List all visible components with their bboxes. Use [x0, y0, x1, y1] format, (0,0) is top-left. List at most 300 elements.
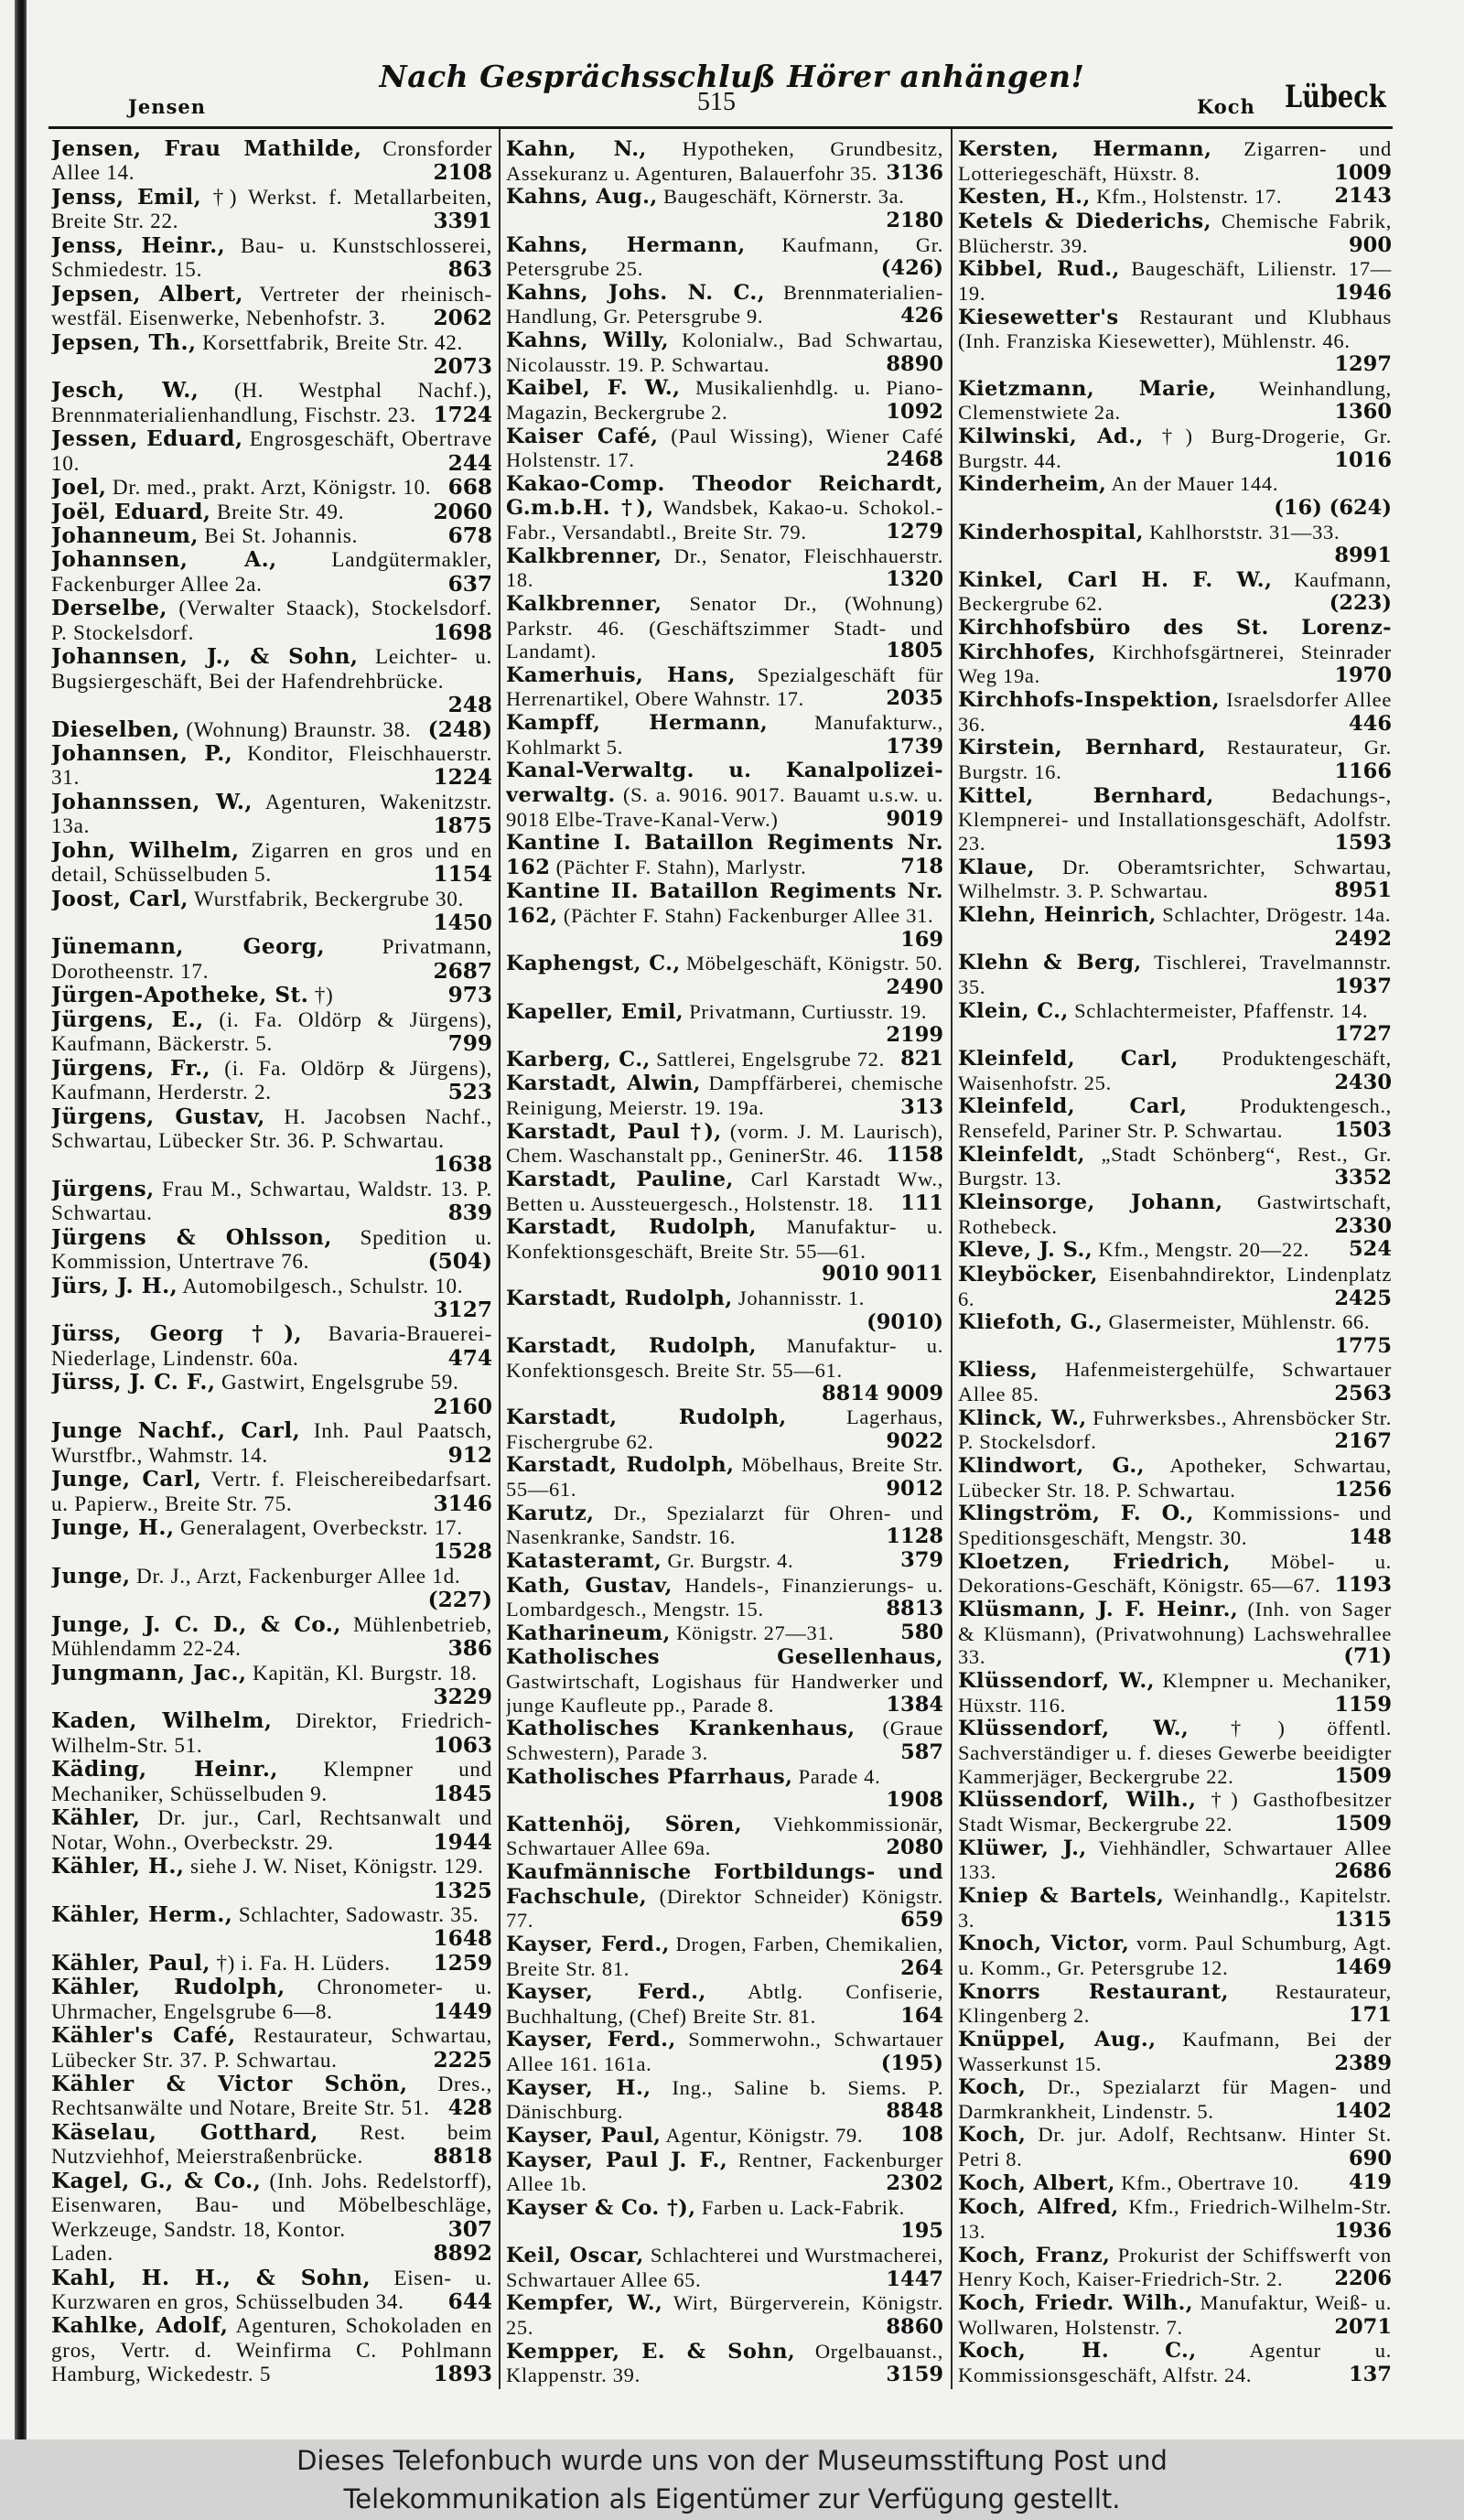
listing-entry [506, 1120, 943, 1168]
listing-entry [51, 1662, 492, 1710]
phone-number: 1970 [1334, 663, 1392, 688]
phone-number: (71) [1343, 1644, 1392, 1669]
phone-number: 644 [447, 2288, 492, 2314]
phone-number: 1937 [1334, 974, 1392, 998]
listing-name: Klüsmann, J. F. Heinr., [958, 1598, 1239, 1622]
listing-name: Kaiser Café, [506, 424, 659, 448]
listing-details: Dr. J., Arzt, Fackenburger Allee 1d. [136, 1564, 461, 1588]
listing-details: Kahlhorststr. 31—33. [1149, 520, 1340, 544]
listing-entry [506, 2196, 943, 2244]
listing-details: Abtlg. Confiserie, Buchhaltung, (Chef) Breite Str. 81. [506, 1980, 943, 2028]
phone-number: 1315 [1334, 1907, 1392, 1932]
phone-number: 195 [900, 2219, 943, 2244]
phone-number: 446 [1349, 711, 1392, 736]
listing-name: Koch, Friedr. Wilh., [958, 2291, 1194, 2316]
header-first-keyword: Jensen [128, 95, 207, 118]
listing-name: Kähler, [51, 1805, 141, 1831]
listing-details: Produktengeschäft, Waisenhofstr. 25. [958, 1046, 1392, 1094]
listing-name: Kayser, Ferd., [506, 1980, 706, 2005]
listing-details: Wandsbek, Kakao-u. Schokol.-Fabr., Versandabtl., Breite Str. 79. [506, 496, 943, 544]
listing-entry [51, 597, 492, 645]
listing-details: Klempner u. Mechaniker, Hüxstr. 116. [958, 1669, 1392, 1717]
listing-details: (Direktor Schneider) Königstr. 77. [506, 1884, 943, 1933]
phone-number: 1936 [1334, 2219, 1392, 2244]
listing-details: Kirchhofsgärtnerei, Steinrader Weg 19a. [958, 640, 1392, 688]
listing-name: Kleinsorge, Johann, [958, 1190, 1223, 1214]
listing-name: Kanal-Verwaltg. u. Kanalpolizei-verwaltg. [506, 759, 943, 807]
listing-entry [506, 1980, 943, 2028]
phone-number: 313 [900, 1095, 943, 1119]
listing-details: Inh. Paul Paatsch, Wurstfbr., Wahmstr. 14. [51, 1419, 492, 1468]
listing-details: Musikalienhdlg. u. Piano-Magazin, Beckergrube 2. [506, 376, 943, 424]
listing-entry [51, 2073, 492, 2121]
phone-number: 2425 [1334, 1286, 1392, 1310]
listing-entry [958, 137, 1392, 185]
listing-entry [958, 306, 1392, 377]
listing-name: Kloetzen, Friedrich, [958, 1549, 1231, 1574]
phone-number: 1805 [886, 639, 943, 663]
phone-number: 1325 [433, 1878, 492, 1903]
phone-number: 1509 [1334, 1811, 1392, 1836]
listing-details: Spezialgeschäft für Herrenartikel, Obere Wahnstr. 17. [506, 662, 943, 711]
listing-name: Katholisches Krankenhaus, [506, 1717, 856, 1741]
listing-details: Dampffärberei, chemische Reinigung, Meierstr. 19. 19a. [506, 1072, 943, 1119]
listing-entry [51, 984, 492, 1007]
listing-name: Karstadt, Paul †), [506, 1119, 722, 1144]
phone-number: 137 [1349, 2363, 1392, 2386]
phone-number: 2062 [433, 306, 492, 331]
listing-entry [506, 592, 943, 663]
phone-number: 8818 [433, 2144, 492, 2170]
phone-number: 8951 [1334, 878, 1392, 903]
phone-number: 1946 [1334, 280, 1392, 305]
header-last-keyword: Koch [1197, 95, 1255, 118]
listing-name: Jürgens, Gustav, [51, 1104, 265, 1129]
listing-name: Kayser & Co. †), [506, 2195, 696, 2220]
listing-name: Karstadt, Alwin, [506, 1072, 701, 1096]
phone-number: 1503 [1334, 1117, 1392, 1142]
phone-number: 1724 [433, 402, 492, 427]
phone-number: 1297 [1334, 351, 1392, 376]
listing-entry [506, 663, 943, 711]
phone-number: 799 [447, 1031, 492, 1057]
listing-name: Kleinfeld, Carl, [958, 1046, 1179, 1071]
phone-number: 1158 [886, 1143, 943, 1168]
listing-name: Kahns, Aug., [506, 185, 658, 210]
listing-entry [506, 328, 943, 376]
phone-number: (227) [427, 1588, 492, 1613]
listing-entry [506, 1334, 943, 1405]
phone-number: 3136 [886, 160, 943, 185]
phone-number: 2330 [1334, 1213, 1392, 1238]
listing-details: Automobilgesch., Schulstr. 10. [182, 1274, 464, 1298]
listing-details: Carl Karstadt Ww., Betten u. Aussteuergesch., Holstenstr. 18. [506, 1167, 943, 1215]
listing-details: Dr., Senator, Fleischhauerstr. 18. [506, 544, 943, 592]
listing-name: Kayser, Paul J. F., [506, 2148, 728, 2172]
phone-number: 1154 [433, 862, 492, 888]
phone-number: 2563 [1334, 1382, 1392, 1406]
listing-name: Koch, Albert, [958, 2170, 1115, 2195]
phone-number: (504) [427, 1249, 492, 1275]
listing-name: Karstadt, Rudolph, [506, 1334, 757, 1359]
phone-number: 3159 [886, 2363, 943, 2386]
listing-details: Bei St. Johannis. [204, 524, 359, 548]
listing-entry [958, 1047, 1392, 1094]
phone-number: 1698 [433, 619, 492, 645]
listing-name: Johannsen, P., [51, 740, 233, 766]
listing-name: Kalkbrenner, [506, 544, 662, 568]
phone-number: 1944 [433, 1829, 492, 1855]
listing-details: Konditor, Fleischhauerstr. 31. [51, 741, 492, 791]
phone-number: 2686 [1334, 1859, 1392, 1884]
listing-name: Kähler, H., [51, 1854, 185, 1879]
listing-details: Landgütermakler, Fackenburger Allee 2a. [51, 548, 492, 597]
listing-entry [51, 1419, 492, 1468]
listing-name: Klehn, Heinrich, [958, 903, 1157, 927]
listing-details: Schlachtermeister, Pfaffenstr. 14. [1074, 998, 1369, 1022]
listing-name: Jürgens, E., [51, 1007, 204, 1032]
phone-number: 1449 [433, 1998, 492, 2024]
listing-entry [51, 791, 492, 839]
listing-entry [51, 2024, 492, 2073]
listing-entry [51, 2170, 492, 2242]
listing-details: „Stadt Schönberg“, Rest., Gr. Burgstr. 13. [958, 1142, 1392, 1190]
listing-name: Johanneum, [51, 523, 199, 548]
listing-details: Dr. jur., Carl, Rechtsanwalt und Notar, Wohn., Overbeckstr. 29. [51, 1806, 492, 1855]
phone-number: (426) [880, 256, 943, 281]
listing-entry [506, 711, 943, 759]
listing-name: Kinkel, Carl H. F. W., [958, 567, 1273, 592]
phone-number: 2080 [886, 1836, 943, 1860]
phone-number: 3352 [1334, 1166, 1392, 1190]
listing-name: Karberg, C., [506, 1047, 651, 1072]
listing-name: Käselau, Gotthard, [51, 2119, 318, 2145]
phone-number: 264 [900, 1955, 943, 1980]
listing-details: vorm. Paul Schumburg, Agt. u. Komm., Gr. Petersgrube 12. [958, 1932, 1392, 1979]
phone-number: 1845 [433, 1781, 492, 1806]
listing-entry [958, 1598, 1392, 1669]
phone-number: 587 [900, 1739, 943, 1764]
listing-entry [506, 281, 943, 328]
listing-column-3 [958, 137, 1392, 2386]
listing-details: Dr. jur. Adolf, Rechtsanw. Hinter St. Petri 8. [958, 2123, 1392, 2171]
listing-entry [506, 2244, 943, 2291]
listing-details: Dres., Rechtsanwälte und Notare, Breite Str. 51. [51, 2073, 492, 2121]
listing-name: Katholisches Gesellenhaus, [506, 1645, 943, 1670]
listing-details: Restaurateur, Schwartau, Lübecker Str. 37. P. Schwartau. [51, 2024, 492, 2073]
listing-entry [958, 736, 1392, 783]
listing-name: Katharineum, [506, 1621, 671, 1645]
phone-number: 1450 [433, 910, 492, 935]
listing-details: Dr., Spezialarzt für Magen- und Darmkrankheit, Lindenstr. 5. [958, 2075, 1392, 2123]
phone-number: 1727 [1334, 1022, 1392, 1047]
listing-details: Zigarren- und Lotteriegeschäft, Hüxstr. 8. [958, 137, 1392, 185]
listing-entry [958, 784, 1392, 856]
listing-details: †) [314, 984, 334, 1008]
listing-entry [958, 1502, 1392, 1549]
phone-number: 973 [447, 983, 492, 1008]
listing-details: Chemische Fabrik, Blücherstr. 39. [958, 209, 1392, 257]
listing-entry [958, 210, 1392, 257]
listing-entry [506, 1453, 943, 1501]
listing-name: Jürgen-Apotheke, St. [51, 983, 309, 1008]
listing-name: Katholisches Pfarrhaus, [506, 1764, 793, 1789]
listing-entry [958, 1932, 1392, 1979]
phone-number: 2492 [1334, 926, 1392, 951]
phone-number: 1528 [433, 1539, 492, 1565]
listing-entry [51, 427, 492, 476]
listing-details: Frau M., Schwartau, Waldstr. 13. P. Schwartau. [51, 1177, 492, 1226]
listing-name: Jürgens, [51, 1176, 155, 1201]
listing-entry [506, 879, 943, 952]
listing-details: Orgelbauanst., Klappenstr. 39. [506, 2339, 943, 2386]
listing-entry [51, 2242, 492, 2266]
phone-number: 3127 [433, 1298, 492, 1322]
listing-entry [51, 1709, 492, 1758]
listing-entry [51, 2314, 492, 2386]
listing-name: Kleve, J. S., [958, 1238, 1093, 1263]
listing-entry [958, 1263, 1392, 1310]
phone-number: 2430 [1334, 1070, 1392, 1094]
phone-number: 2199 [886, 1023, 943, 1048]
listing-name: Kiesewetter's [958, 305, 1119, 329]
listing-entry [506, 1072, 943, 1119]
listing-entry [958, 2028, 1392, 2075]
listing-entry [958, 425, 1392, 472]
listing-details: Engrosgeschäft, Obertrave 10. [51, 427, 492, 476]
phone-number: 2225 [433, 2047, 492, 2073]
listing-entry [506, 2076, 943, 2124]
page-number: 515 [697, 88, 736, 116]
listing-name: Kantine I. Bataillon Regiments Nr. 162 [506, 831, 943, 879]
listing-name: Jessen, Eduard, [51, 426, 243, 452]
listing-details: Restaurateur, Gr. Burgstr. 16. [958, 736, 1392, 784]
listing-name: Kleinfeld, Carl, [958, 1094, 1188, 1119]
listing-name: Joël, Eduard, [51, 499, 211, 524]
listing-details: Brennmaterialien-Handlung, Gr. Petersgrube 9. [506, 280, 943, 328]
listing-entry [506, 2148, 943, 2196]
listing-details: Manufakturw., Kohlmarkt 5. [506, 711, 943, 759]
listing-details: Spedition u. Kommission, Untertrave 76. [51, 1225, 492, 1275]
listing-entry [51, 1178, 492, 1226]
listing-details: (H. Westphal Nachf.), Brennmaterialienhandlung, Fischstr. 23. [51, 379, 492, 427]
archive-credit-bar [0, 2439, 1464, 2520]
listing-details: Gr. Burgstr. 4. [667, 1548, 794, 1572]
listing-entry [51, 1806, 492, 1855]
listing-details: (Inh. von Sager & Klüsmann), (Privatwohnung) Lachswehrallee 33. [958, 1598, 1392, 1669]
listing-details: Kfm., Mengstr. 20—22. [1098, 1238, 1310, 1262]
phone-number: 1128 [886, 1524, 943, 1549]
listing-name: Junge, Carl, [51, 1467, 202, 1492]
listing-details: Eisenbahndirektor, Lindenplatz 6. [958, 1262, 1392, 1310]
header-city: Lübeck [1285, 79, 1386, 115]
listing-name: Kattenhöj, Sören, [506, 1812, 743, 1836]
listing-entry [506, 1860, 943, 1933]
listing-entry [958, 2339, 1392, 2386]
listing-name: Junge, J. C. D., & Co., [51, 1611, 341, 1637]
phone-number: 1224 [433, 765, 492, 791]
listing-entry [51, 1322, 492, 1371]
phone-number: 1908 [886, 1788, 943, 1813]
listing-entry [51, 1057, 492, 1105]
phone-number: 169 [900, 927, 943, 952]
listing-entry [51, 2267, 492, 2315]
listing-details: Israelsdorfer Allee 36. [958, 688, 1392, 736]
listing-entry [958, 568, 1392, 616]
phone-number: 2389 [1334, 2051, 1392, 2075]
listing-entry [51, 1105, 492, 1178]
listing-name: Kinderhospital, [958, 520, 1144, 544]
listing-name: Kersten, Hermann, [958, 137, 1212, 161]
column-divider [951, 129, 953, 2389]
phone-number: 1009 [1334, 160, 1392, 185]
listing-entry [51, 476, 492, 500]
listing-entry [506, 1549, 943, 1574]
listing-name: Kempfer, W., [506, 2291, 663, 2316]
listing-details: Kaufmann, Beckergrube 62. [958, 567, 1392, 616]
listing-entry [958, 2075, 1392, 2123]
listing-details: †) öffentl. Sachverständiger u. f. dieses Gewerbe beeidigter Kammerjäger, Beckergrube 22. [958, 1717, 1392, 1788]
listing-entry [51, 1008, 492, 1057]
listing-entry [958, 856, 1392, 903]
listing-details: Schlachter, Sadowastr. 35. [238, 1902, 479, 1927]
archive-credit-text: Dieses Telefonbuch wurde uns von der Museumsstiftung Post und Telekommunikation als Eigentümer zur Verfügung gestellt. [296, 2445, 1168, 2515]
listing-details: H. Jacobsen Nachf., Schwartau, Lübecker Str. 36. P. Schwartau. [51, 1104, 492, 1153]
listing-details: Kfm., Holstenstr. 17. [1096, 185, 1283, 209]
listing-details: (i. Fa. Oldörp & Jürgens), Kaufmann, Bäckerstr. 5. [51, 1007, 492, 1057]
listing-details: Gastwirt, Engelsgrube 59. [221, 1371, 459, 1395]
listing-details: Dr. Oberamtsrichter, Schwartau, Wilhelmstr. 3. P. Schwartau. [958, 855, 1392, 903]
listing-name: Kaibel, F. W., [506, 376, 681, 401]
listing-entry [51, 1226, 492, 1275]
listing-name: Klüwer, J., [958, 1836, 1087, 1860]
listing-details: Kommissions- und Speditionsgeschäft, Mengstr. 30. [958, 1502, 1392, 1550]
listing-name: Keil, Oscar, [506, 2244, 644, 2267]
listing-details: Laden. [51, 2242, 113, 2267]
listing-details: (Inh. Johs. Redelstorff), Eisenwaren, Bau- und Möbelbeschläge, Werkzeuge, Sandstr. 18, Kontor. [51, 2169, 492, 2242]
listing-entry [506, 1621, 943, 1646]
phone-number: 171 [1349, 2003, 1392, 2028]
phone-number: 1063 [433, 1732, 492, 1758]
listing-entry [958, 999, 1392, 1047]
phone-number: 637 [447, 571, 492, 597]
listing-entry [506, 1933, 943, 1980]
listing-details: Sommerwohn., Schwartauer Allee 161. 161a. [506, 2028, 943, 2075]
listing-entry [51, 331, 492, 380]
listing-name: Kalkbrenner, [506, 591, 662, 616]
listing-name: Jürs, J. H., [51, 1273, 178, 1298]
listing-entry [506, 137, 943, 185]
listing-name: Kahlke, Adolf, [51, 2313, 229, 2339]
listing-details: Manufaktur, Weiß- u. Wollwaren, Holstenstr. 7. [958, 2291, 1392, 2339]
listing-name: Kirchhofs-Inspektion, [958, 688, 1221, 713]
listing-entry [958, 903, 1392, 951]
listing-details: Möbel- u. Dekorations-Geschäft, Königstr. 65—67. [958, 1549, 1392, 1598]
listing-name: Kahns, Hermann, [506, 232, 746, 257]
listing-details: Agentur, Königstr. 79. [665, 2123, 864, 2147]
phone-number: 1638 [433, 1152, 492, 1178]
phone-number: 2206 [1334, 2267, 1392, 2291]
listing-name: Derselbe, [51, 596, 167, 621]
listing-name: Kahns, Johs. N. C., [506, 280, 765, 305]
phone-number: 111 [900, 1190, 943, 1215]
phone-number: 690 [1349, 2147, 1392, 2171]
listing-details: Möbelhaus, Breite Str. 55—61. [506, 1453, 943, 1501]
listing-entry [51, 1613, 492, 1662]
listing-details: Wurstfabrik, Beckergrube 30. [194, 887, 465, 911]
phone-number: 912 [447, 1442, 492, 1468]
listing-name: Ketels & Diederichs, [958, 209, 1211, 233]
listing-entry [506, 1215, 943, 1287]
listing-name: John, Wilhelm, [51, 837, 240, 863]
listing-entry [51, 1565, 492, 1613]
phone-number: 1648 [433, 1926, 492, 1952]
listing-name: Kayser, Ferd., [506, 2028, 676, 2052]
phone-number: 2035 [886, 686, 943, 711]
listing-column-2 [506, 137, 943, 2386]
phone-number: 9012 [886, 1477, 943, 1501]
listing-entry [506, 1048, 943, 1072]
listing-entry [506, 233, 943, 281]
phone-number: 1469 [1334, 1955, 1392, 1979]
phone-number: 2060 [433, 499, 492, 524]
phone-number: 2490 [886, 975, 943, 999]
listing-entry [51, 1903, 492, 1952]
listing-name: Jepsen, Th., [51, 329, 197, 355]
phone-number: 2180 [886, 208, 943, 232]
listing-name: Käding, Heinr., [51, 1757, 278, 1782]
listing-entry [51, 839, 492, 888]
listing-details: Breite Str. 49. [216, 500, 345, 524]
listing-name: Kilwinski, Ad., [958, 424, 1144, 448]
listing-details: Apotheker, Schwartau, Lübecker Str. 18. P. Schwartau. [958, 1454, 1392, 1502]
phone-number: 839 [447, 1201, 492, 1226]
listing-name: Kakao-Comp. Theodor Reichardt, G.m.b.H. †), [506, 471, 943, 521]
listing-name: Kapeller, Emil, [506, 999, 684, 1024]
listing-entry [506, 2124, 943, 2148]
listing-name: Kähler's Café, [51, 2023, 236, 2049]
listing-name: Kähler, Rudolph, [51, 1975, 285, 2000]
listing-entry [506, 2291, 943, 2339]
listing-name: Jensen, Frau Mathilde, [51, 137, 362, 161]
listing-details: Klempner und Mechaniker, Schüsselbuden 9. [51, 1758, 492, 1806]
listing-entry [958, 472, 1392, 520]
listing-details: Rest. beim Nutzviehhof, Meierstraßenbrücke. [51, 2120, 492, 2170]
listing-details: Kfm., Friedrich-Wilhelm-Str. 13. [958, 2195, 1392, 2244]
listing-details: †) Gasthofbesitzer Stadt Wismar, Beckergrube 22. [958, 1788, 1392, 1836]
listing-column-1 [51, 137, 492, 2386]
phone-number: 1159 [1334, 1692, 1392, 1717]
phone-number: 900 [1349, 232, 1392, 257]
listing-name: Karstadt, Rudolph, [506, 1405, 787, 1430]
phone-number: 8890 [886, 351, 943, 376]
listing-details: Kapitän, Kl. Burgstr. 18. [253, 1661, 478, 1685]
listing-name: Johannsen, J., & Sohn, [51, 644, 359, 670]
listing-name: Kempper, E. & Sohn, [506, 2339, 796, 2364]
listing-details: Sattlerei, Engelsgrube 72. [656, 1047, 885, 1071]
listing-entry [506, 376, 943, 424]
listing-name: Koch, [958, 2075, 1027, 2100]
listing-details: Glasermeister, Mühlenstr. 66. [1108, 1310, 1371, 1334]
listing-name: Klein, C., [958, 998, 1069, 1023]
listing-entry [958, 616, 1392, 688]
listing-name: Kantine II. Bataillon Regiments Nr. 162, [506, 879, 943, 928]
listing-entry [506, 1717, 943, 1764]
phone-number: 1775 [1334, 1333, 1392, 1358]
phone-number: 1092 [886, 399, 943, 424]
listing-details: Dr. med., prakt. Arzt, Königstr. 10. [112, 476, 432, 501]
listing-name: Karstadt, Pauline, [506, 1167, 734, 1191]
